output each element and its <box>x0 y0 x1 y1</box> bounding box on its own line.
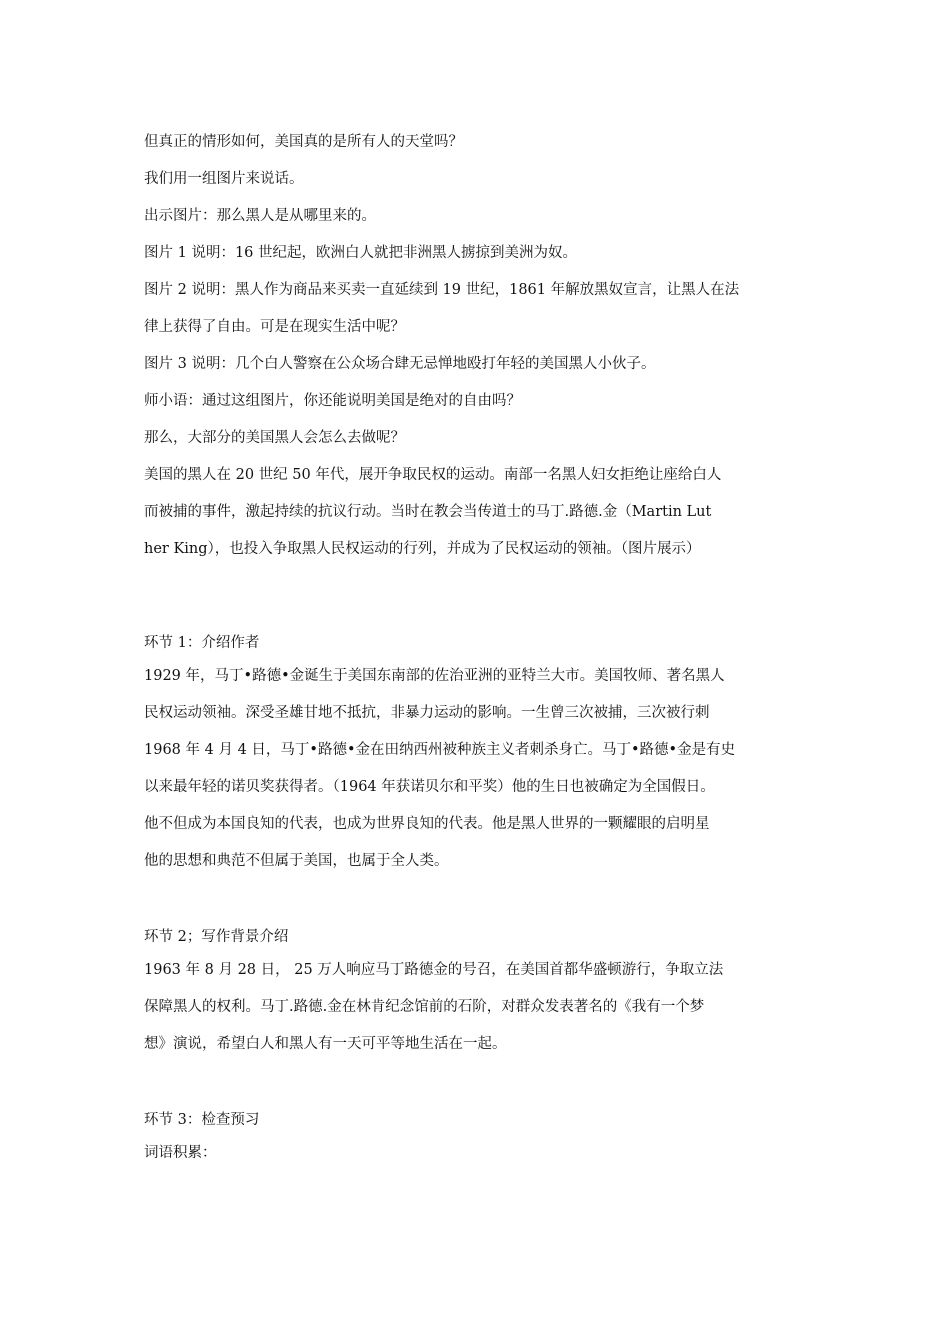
section-heading: 环节 3：检查预习 <box>144 1112 260 1128</box>
intro-line: 律上获得了自由。可是在现实生活中呢？ <box>144 319 405 335</box>
spacer <box>144 880 806 922</box>
intro-line: 出示图片：那么黑人是从哪里来的。 <box>144 208 376 224</box>
document-body <box>144 124 806 1172</box>
intro-line: 我们用一组图片来说话。 <box>144 171 304 187</box>
section-line: 1929 年，马丁•路德•金诞生于美国东南部的佐治亚洲的亚特兰大市。美国牧师、著名黑人 <box>144 668 725 684</box>
section-line: 词语积累： <box>144 1145 217 1161</box>
section-3 <box>144 1105 806 1172</box>
spacer <box>144 1063 806 1105</box>
movement-paragraph-line: her King），也投入争取黑人民权运动的行列，并成为了民权运动的领袖。（图片展示） <box>144 541 701 557</box>
intro-line: 图片 3 说明：几个白人警察在公众场合肆无忌惮地殴打年轻的美国黑人小伙子。 <box>144 356 656 372</box>
section-line: 1968 年 4 月 4 日，马丁•路德•金在田纳西州被种族主义者刺杀身亡。马丁•路德•金是有史 <box>144 742 736 758</box>
movement-paragraph-line: 美国的黑人在 20 世纪 50 年代，展开争取民权的运动。南部一名黑人妇女拒绝让座给白人 <box>144 467 722 483</box>
section-line: 1963 年 8 月 28 日， 25 万人响应马丁路德金的号召，在美国首都华盛顿游行，争取立法 <box>144 962 724 978</box>
section-line: 他的思想和典范不但属于美国，也属于全人类。 <box>144 853 449 869</box>
intro-line: 但真正的情形如何，美国真的是所有人的天堂吗？ <box>144 134 463 150</box>
section-line: 以来最年轻的诺贝奖获得者。（1964 年获诺贝尔和平奖）他的生日也被确定为全国假日。 <box>144 779 715 795</box>
intro-line: 图片 1 说明：16 世纪起，欧洲白人就把非洲黑人掳掠到美洲为奴。 <box>144 245 578 261</box>
section-line: 保障黑人的权利。马丁.路德.金在林肯纪念馆前的石阶，对群众发表著名的《我有一个梦 <box>144 999 705 1015</box>
section-line: 民权运动领袖。深受圣雄甘地不抵抗，非暴力运动的影响。一生曾三次被捕，三次被行刺 <box>144 705 710 721</box>
section-line: 他不但成为本国良知的代表，也成为世界良知的代表。他是黑人世界的一颗耀眼的启明星 <box>144 816 710 832</box>
spacer <box>144 568 806 628</box>
intro-line: 师小语：通过这组图片，你还能说明美国是绝对的自由吗？ <box>144 393 521 409</box>
intro-block <box>144 124 806 568</box>
section-line: 想》演说，希望白人和黑人有一天可平等地生活在一起。 <box>144 1036 507 1052</box>
section-heading: 环节 2；写作背景介绍 <box>144 929 289 945</box>
section-2 <box>144 922 806 1063</box>
section-heading: 环节 1：介绍作者 <box>144 635 260 651</box>
movement-paragraph-line: 而被捕的事件，激起持续的抗议行动。当时在教会当传道士的马丁.路德.金（Martin Lut <box>144 504 712 520</box>
intro-line: 那么，大部分的美国黑人会怎么去做呢？ <box>144 430 405 446</box>
intro-line: 图片 2 说明：黑人作为商品来买卖一直延续到 19 世纪，1861 年解放黑奴宣言，让黑人在法 <box>144 282 740 298</box>
section-1 <box>144 628 806 880</box>
